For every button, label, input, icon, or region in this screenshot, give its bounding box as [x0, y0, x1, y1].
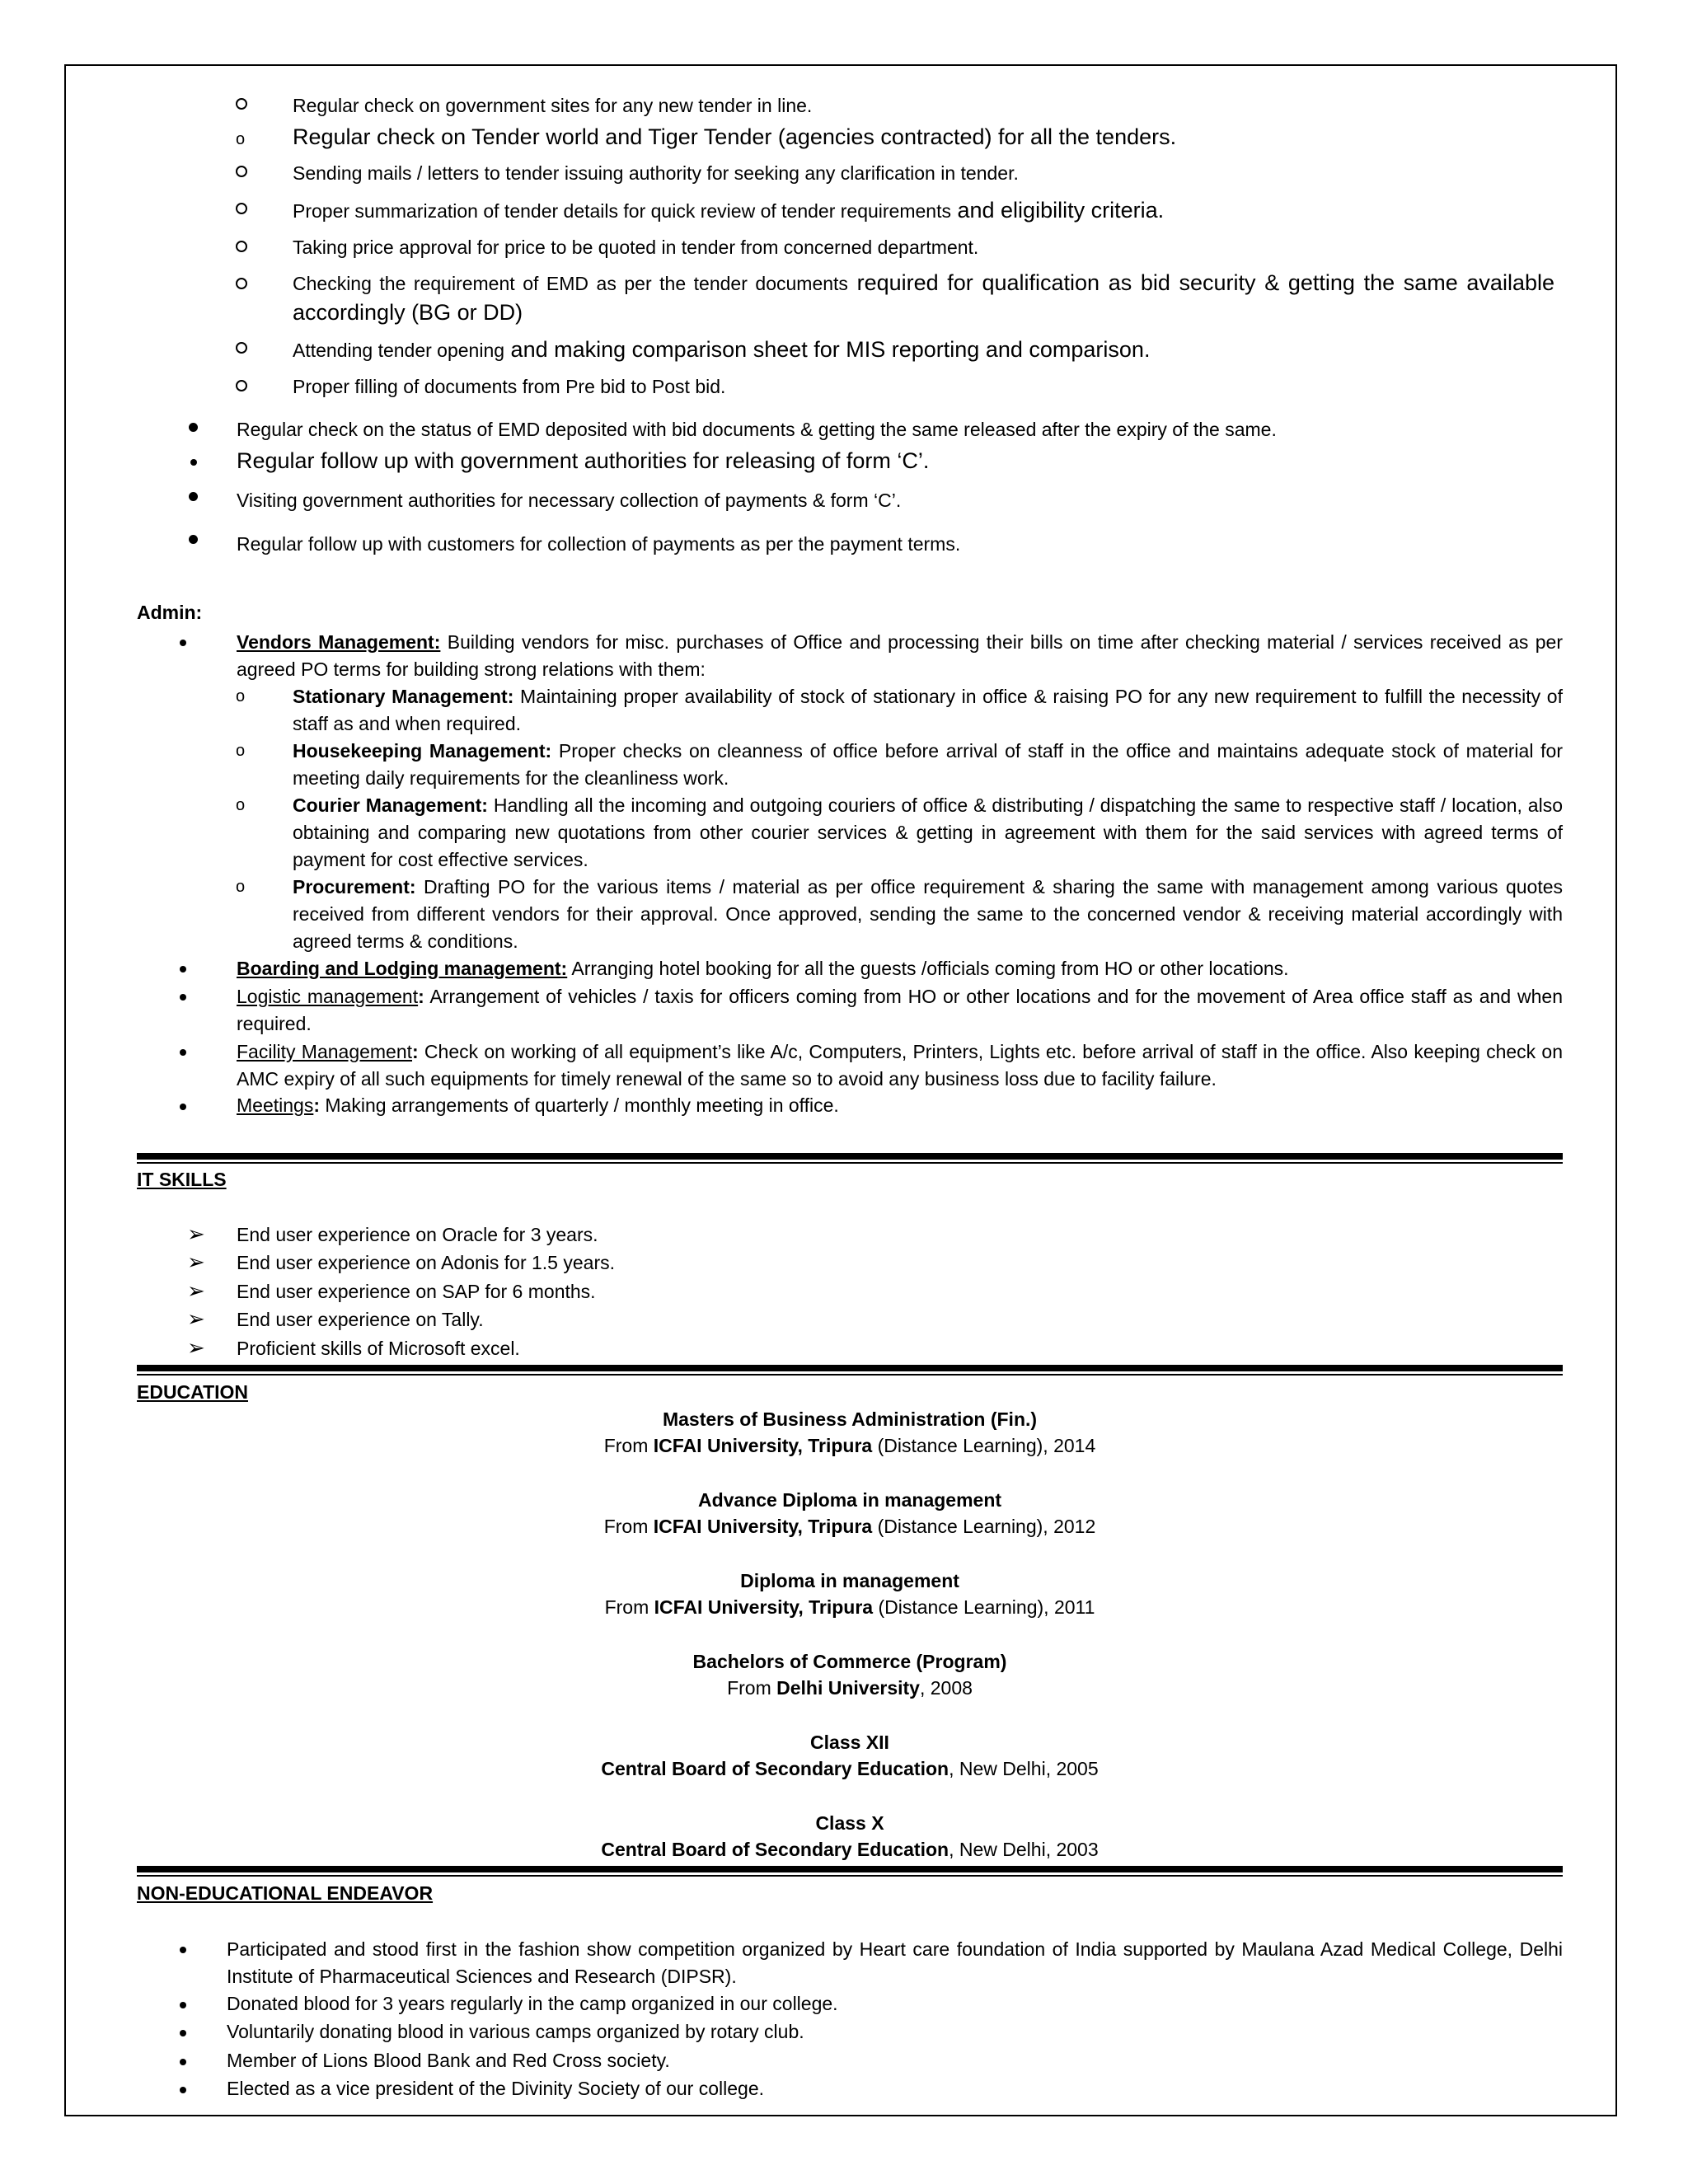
- degree-title: Masters of Business Administration (Fin.): [662, 1408, 1038, 1430]
- admin-heading: Admin:: [137, 602, 203, 623]
- bullet-icon: [180, 1049, 186, 1056]
- endeavor-item: Member of Lions Blood Bank and Red Cross society.: [227, 2050, 670, 2071]
- section-divider: [137, 1365, 1563, 1371]
- bullet-icon: [180, 966, 186, 972]
- meetings: Meetings: Making arrangements of quarterly / monthly meeting in office.: [237, 1094, 839, 1116]
- bullet-icon: [180, 2002, 186, 2008]
- it-skill-item: End user experience on Oracle for 3 years.: [237, 1224, 598, 1245]
- boarding-lodging: Boarding and Lodging management: Arranging hotel booking for all the guests /officials coming from HO or other locations.: [237, 958, 1289, 979]
- degree-title: Diploma in management: [740, 1570, 959, 1591]
- it-skill-item: End user experience on SAP for 6 months.: [237, 1281, 596, 1302]
- degree-title: Advance Diploma in management: [697, 1489, 1002, 1511]
- tender-task-5: Taking price approval for price to be quoted in tender from concerned department.: [293, 237, 979, 258]
- endeavor-item: Elected as a vice president of the Divinity Society of our college.: [227, 2078, 765, 2099]
- followup-item: Regular follow up with customers for collection of payments as per the payment terms.: [237, 533, 961, 555]
- arrow-bullet-icon: ➢: [187, 1278, 205, 1303]
- housekeeping-management: Housekeeping Management: Proper checks on cleanness of office before arrival of staff in the office and maintains adequate stock of material for meeting daily requirements for the cleanliness work.: [293, 740, 1563, 789]
- tender-task-4: Proper summarization of tender details for quick review of tender requirements and eligibility criteria.: [293, 198, 1165, 223]
- vendors-management: Vendors Management: Building vendors for misc. purchases of Office and processing their bills on time after checking material / services received as per agreed PO terms for building strong relations with them:: [237, 631, 1564, 680]
- tender-task-7: Attending tender opening and making comparison sheet for MIS reporting and comparison.: [293, 337, 1151, 362]
- circle-bullet-icon: [236, 98, 247, 110]
- degree-title: Class XII: [810, 1732, 889, 1753]
- tender-task-1: Regular check on government sites for any new tender in line.: [293, 95, 813, 116]
- bullet-icon: [180, 994, 186, 1001]
- followup-item: Visiting government authorities for necessary collection of payments & form ‘C’.: [237, 490, 902, 511]
- degree-institution: From ICFAI University, Tripura (Distance Learning), 2012: [603, 1516, 1096, 1537]
- stationary-management: Stationary Management: Maintaining proper availability of stock of stationary in office & raising PO for any new requirement to fulfill the necessity of staff as and when required.: [293, 686, 1563, 734]
- small-circle-bullet-icon: o: [236, 742, 246, 760]
- arrow-bullet-icon: ➢: [187, 1221, 205, 1246]
- education-heading: EDUCATION: [137, 1381, 249, 1403]
- endeavor-item: Participated and stood first in the fashion show competition organized by Heart care foundation of India supported by Maulana Azad Medical College, Delhi Institute of Pharmaceutical Sciences and Research (DIPSR).: [227, 1938, 1563, 1987]
- bullet-icon: [180, 640, 186, 646]
- non-educational-heading: NON-EDUCATIONAL ENDEAVOR: [137, 1882, 434, 1904]
- section-divider: [137, 1153, 1563, 1160]
- it-skill-item: End user experience on Adonis for 1.5 years.: [237, 1252, 616, 1273]
- tender-task-3: Sending mails / letters to tender issuing authority for seeking any clarification in tender.: [293, 162, 1019, 184]
- bullet-icon: [180, 1947, 186, 1953]
- endeavor-item: Donated blood for 3 years regularly in the camp organized in our college.: [227, 1993, 838, 2014]
- section-divider: [137, 1875, 1563, 1877]
- degree-institution: Central Board of Secondary Education, New Delhi, 2003: [601, 1839, 1099, 1860]
- bullet-icon: [180, 2059, 186, 2065]
- degree-institution: From ICFAI University, Tripura (Distance Learning), 2014: [603, 1435, 1096, 1456]
- small-circle-bullet-icon: o: [236, 878, 246, 896]
- followup-item: Regular check on the status of EMD deposited with bid documents & getting the same released after the expiry of the same.: [237, 419, 1277, 440]
- section-divider: [137, 1162, 1563, 1164]
- circle-bullet-icon: [236, 203, 247, 214]
- bullet-icon: [189, 535, 198, 544]
- circle-bullet-icon: [236, 342, 247, 354]
- small-circle-bullet-icon: o: [236, 687, 246, 705]
- degree-institution: Central Board of Secondary Education, New Delhi, 2005: [601, 1758, 1099, 1779]
- endeavor-item: Voluntarily donating blood in various camps organized by rotary club.: [227, 2021, 804, 2042]
- it-skill-item: Proficient skills of Microsoft excel.: [237, 1338, 520, 1359]
- courier-management: Courier Management: Handling all the incoming and outgoing couriers of office & distributing / dispatching the same to respective staff / location, also obtaining and comparing new quotations from other courier services & getting in agreement with them for the said services with agreed terms of payment for cost effective services.: [293, 794, 1563, 870]
- small-circle-bullet-icon: o: [236, 130, 246, 148]
- circle-bullet-icon: [236, 166, 247, 177]
- small-circle-bullet-icon: o: [236, 796, 246, 814]
- arrow-bullet-icon: ➢: [187, 1249, 205, 1274]
- tender-task-6: Checking the requirement of EMD as per the tender documents required for qualification as bid security & getting the same available accordingly (BG or DD): [293, 270, 1554, 325]
- circle-bullet-icon: [236, 278, 247, 289]
- bullet-icon: [180, 2030, 186, 2036]
- circle-bullet-icon: [236, 380, 247, 391]
- arrow-bullet-icon: ➢: [187, 1306, 205, 1331]
- followup-item: Regular follow up with government authorities for releasing of form ‘C’.: [237, 448, 930, 473]
- degree-institution: From Delhi University, 2008: [727, 1677, 973, 1699]
- circle-bullet-icon: [236, 241, 247, 252]
- bullet-icon: [180, 2087, 186, 2093]
- tender-task-8: Proper filling of documents from Pre bid to Post bid.: [293, 376, 726, 397]
- tender-task-2: Regular check on Tender world and Tiger Tender (agencies contracted) for all the tenders.: [293, 124, 1177, 149]
- logistic-management: Logistic management: Arrangement of vehicles / taxis for officers coming from HO or other locations and for the movement of Area office staff as and when required.: [237, 986, 1563, 1034]
- section-divider: [137, 1374, 1563, 1376]
- bullet-icon: [189, 492, 198, 501]
- it-skill-item: End user experience on Tally.: [237, 1309, 484, 1330]
- arrow-bullet-icon: ➢: [187, 1335, 205, 1360]
- it-skills-heading: IT SKILLS: [137, 1169, 227, 1190]
- bullet-icon: [189, 423, 198, 432]
- bullet-icon: [190, 459, 197, 466]
- degree-title: Bachelors of Commerce (Program): [692, 1651, 1007, 1672]
- section-divider: [137, 1866, 1563, 1872]
- facility-management: Facility Management: Check on working of all equipment’s like A/c, Computers, Printers, Lights etc. before arrival of staff in the office. Also keeping check on AMC expiry of all such equipments for timely renewal of the same so to avoid any business loss due to facility failure.: [237, 1041, 1563, 1090]
- procurement: Procurement: Drafting PO for the various items / material as per office requirement & sharing the same with management among various quotes received from different vendors for their approval. Once approved, sending the same to the concerned vendor & receiving material accordingly with agreed terms & conditions.: [293, 876, 1563, 952]
- bullet-icon: [180, 1104, 186, 1110]
- degree-title: Class X: [815, 1812, 884, 1834]
- degree-institution: From ICFAI University, Tripura (Distance Learning), 2011: [604, 1596, 1095, 1618]
